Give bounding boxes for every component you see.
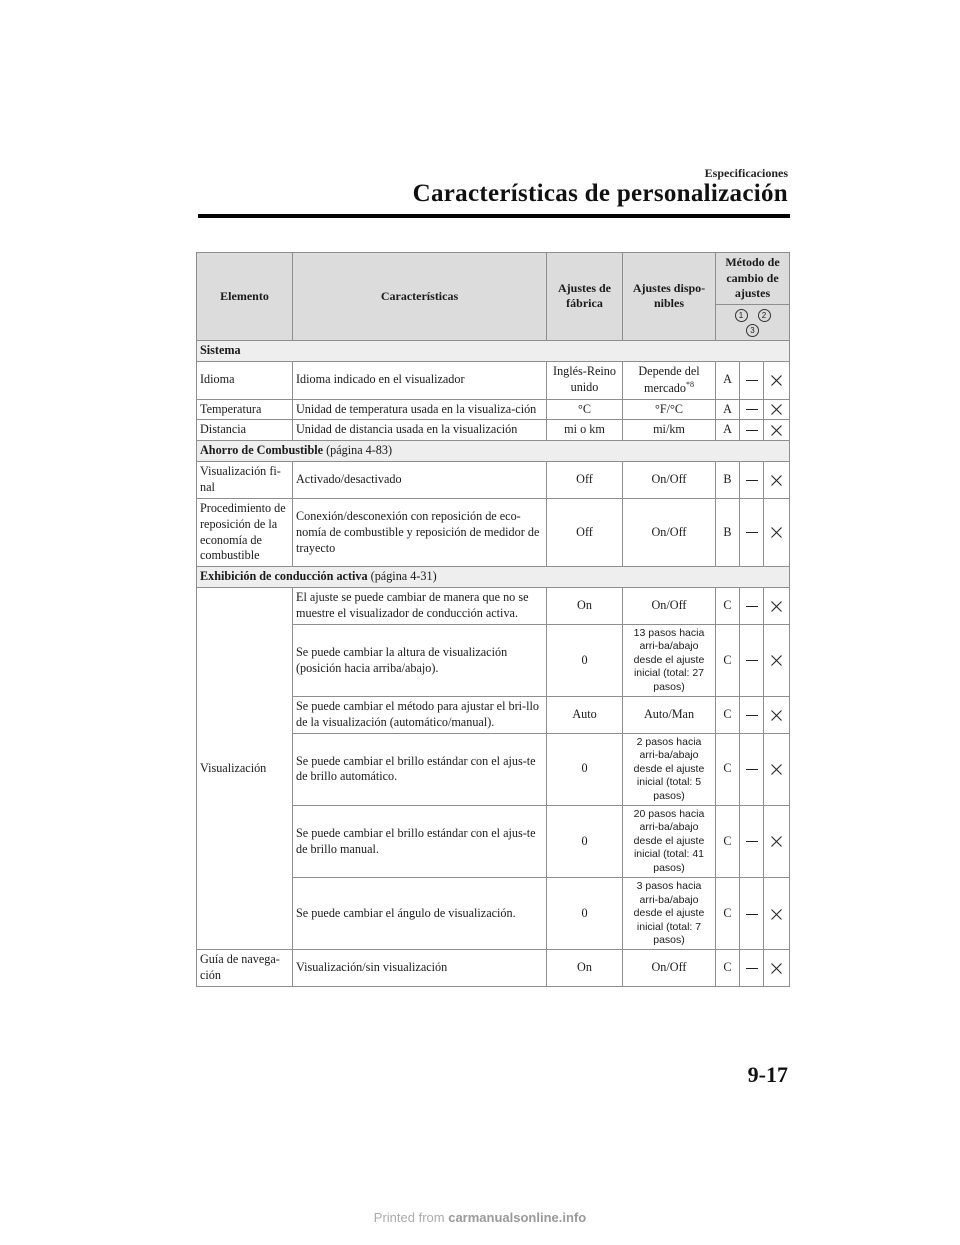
title-rule	[198, 214, 790, 218]
col-features-header: Características	[293, 253, 547, 341]
method-3-cell	[764, 733, 790, 805]
section-title: Sistema	[200, 342, 241, 357]
row-available-text: 20 pasos hacia arri-ba/abajo desde el ajuste inicial (total: 41 pasos)	[633, 808, 705, 874]
dash-mark	[746, 715, 758, 716]
not-applicable-icon	[771, 404, 782, 415]
row-item: Procedimiento de reposición de la economía de combustible	[197, 498, 293, 566]
row-available-text: °F/°C	[654, 401, 684, 416]
method-1-cell: A	[716, 361, 740, 399]
method-1-cell: C	[716, 733, 740, 805]
dash-mark	[746, 769, 758, 770]
method-2-cell	[740, 624, 764, 696]
not-applicable-icon	[771, 764, 782, 775]
row-available-text: On/Off	[651, 524, 687, 539]
row-factory: On	[547, 588, 623, 625]
dash-mark	[746, 380, 758, 381]
method-3-cell	[764, 806, 790, 878]
row-available-text: Auto/Man	[643, 707, 695, 722]
row-item: Distancia	[197, 420, 293, 441]
method-1-cell: A	[716, 420, 740, 441]
dash-mark	[746, 532, 758, 533]
footer-site: carmanualsonline.info	[448, 1210, 587, 1225]
row-available	[623, 697, 716, 734]
method-1-cell: C	[716, 878, 740, 950]
row-available	[623, 624, 716, 696]
footer	[0, 1210, 960, 1225]
page-title: Características de personalización	[412, 180, 788, 207]
row-available-text: Depende del mercado	[638, 363, 700, 395]
row-available	[623, 733, 716, 805]
row-factory: Off	[547, 462, 623, 499]
row-factory: Auto	[547, 697, 623, 734]
circled-2-icon: 2	[758, 309, 771, 322]
row-factory: On	[547, 950, 623, 987]
row-features: Activado/desactivado	[293, 462, 547, 499]
row-item: Idioma	[197, 361, 293, 399]
section-label: Especificaciones	[704, 166, 788, 180]
row-factory: Off	[547, 498, 623, 566]
table-header-row	[197, 253, 790, 305]
method-2-cell	[740, 361, 764, 399]
method-1-cell: A	[716, 399, 740, 420]
circled-3-icon: 3	[746, 324, 759, 337]
table-row	[197, 399, 790, 420]
method-number-icons	[716, 304, 790, 340]
method-3-cell	[764, 878, 790, 950]
row-features: Se puede cambiar el brillo estándar con el ajus-te de brillo automático.	[293, 733, 547, 805]
method-1-cell: C	[716, 950, 740, 987]
row-factory: mi o km	[547, 420, 623, 441]
method-1-cell: C	[716, 624, 740, 696]
row-available-text: On/Off	[651, 598, 687, 613]
not-applicable-icon	[771, 836, 782, 847]
dash-mark	[746, 968, 758, 969]
not-applicable-icon	[771, 425, 782, 436]
circled-1-icon: 1	[735, 309, 748, 322]
not-applicable-icon	[771, 710, 782, 721]
row-available	[623, 878, 716, 950]
not-applicable-icon	[771, 475, 782, 486]
method-2-cell	[740, 462, 764, 499]
row-factory: 0	[547, 624, 623, 696]
section-row	[197, 441, 790, 462]
table-row	[197, 588, 790, 625]
row-item: Visualización fi-nal	[197, 462, 293, 499]
footnote-mark: *8	[685, 379, 694, 389]
method-2-cell	[740, 399, 764, 420]
row-item: Temperatura	[197, 399, 293, 420]
not-applicable-icon	[771, 963, 782, 974]
row-available-text: On/Off	[651, 472, 687, 487]
row-features: Se puede cambiar el brillo estándar con el ajus-te de brillo manual.	[293, 806, 547, 878]
not-applicable-icon	[771, 655, 782, 666]
section-page-ref: (página 4-31)	[370, 569, 437, 584]
page-number: 9-17	[747, 1062, 788, 1087]
row-features: Se puede cambiar el método para ajustar el bri-llo de la visualización (automático/manual).	[293, 697, 547, 734]
dash-mark	[746, 660, 758, 661]
method-3-cell	[764, 624, 790, 696]
method-3-cell	[764, 588, 790, 625]
table-row	[197, 950, 790, 987]
row-available	[623, 806, 716, 878]
row-available-text: mi/km	[653, 422, 685, 437]
method-3-cell	[764, 361, 790, 399]
method-3-cell	[764, 462, 790, 499]
row-factory: 0	[547, 733, 623, 805]
section-row	[197, 567, 790, 588]
col-available-header: Ajustes dispo-nibles	[623, 253, 716, 341]
row-available-text: 2 pasos hacia arri-ba/abajo desde el ajuste inicial (total: 5 pasos)	[633, 735, 705, 802]
method-2-cell	[740, 420, 764, 441]
row-available-text: 3 pasos hacia arri-ba/abajo desde el ajuste inicial (total: 7 pasos)	[633, 880, 705, 946]
footer-prefix: Printed from	[373, 1210, 449, 1225]
row-available-text: 13 pasos hacia arri-ba/abajo desde el ajuste inicial (total: 27 pasos)	[633, 626, 705, 693]
method-1-cell: B	[716, 498, 740, 566]
method-3-cell	[764, 697, 790, 734]
section-title: Exhibición de conducción activa	[200, 569, 368, 584]
row-available	[623, 588, 716, 625]
method-2-cell	[740, 498, 764, 566]
row-features: Conexión/desconexión con reposición de eco-nomía de combustible y reposición de medidor de trayecto	[293, 498, 547, 566]
dash-mark	[746, 606, 758, 607]
dash-mark	[746, 914, 758, 915]
method-2-cell	[740, 806, 764, 878]
method-3-cell	[764, 950, 790, 987]
col-item-header: Elemento	[197, 253, 293, 341]
row-available	[623, 950, 716, 987]
row-factory: Inglés-Reino unido	[547, 361, 623, 399]
customization-table	[196, 252, 790, 987]
dash-mark	[746, 480, 758, 481]
method-3-cell	[764, 420, 790, 441]
row-factory: 0	[547, 878, 623, 950]
row-features: Idioma indicado en el visualizador	[293, 361, 547, 399]
table-row	[197, 420, 790, 441]
method-2-cell	[740, 697, 764, 734]
method-2-cell	[740, 733, 764, 805]
col-factory-header: Ajustes de fábrica	[547, 253, 623, 341]
row-available	[623, 462, 716, 499]
row-item: Visualización	[197, 588, 293, 950]
col-method-header: Método de cambio de ajustes	[716, 253, 790, 305]
row-features: Se puede cambiar la altura de visualización (posición hacia arriba/abajo).	[293, 624, 547, 696]
not-applicable-icon	[771, 601, 782, 612]
table-row	[197, 361, 790, 399]
row-features: Visualización/sin visualización	[293, 950, 547, 987]
not-applicable-icon	[771, 375, 782, 386]
row-available	[623, 498, 716, 566]
row-features: Unidad de distancia usada en la visualización	[293, 420, 547, 441]
not-applicable-icon	[771, 909, 782, 920]
method-2-cell	[740, 950, 764, 987]
row-factory: 0	[547, 806, 623, 878]
row-features: Unidad de temperatura usada en la visualiza-ción	[293, 399, 547, 420]
section-title: Ahorro de Combustible	[200, 443, 324, 458]
row-features: Se puede cambiar el ángulo de visualización.	[293, 878, 547, 950]
row-item: Guía de navega-ción	[197, 950, 293, 987]
method-1-cell: C	[716, 588, 740, 625]
row-available	[623, 399, 716, 420]
method-2-cell	[740, 878, 764, 950]
not-applicable-icon	[771, 527, 782, 538]
row-available	[623, 361, 716, 399]
dash-mark	[746, 409, 758, 410]
method-1-cell: C	[716, 806, 740, 878]
section-row	[197, 340, 790, 361]
method-2-cell	[740, 588, 764, 625]
method-3-cell	[764, 399, 790, 420]
table-row	[197, 498, 790, 566]
row-factory: °C	[547, 399, 623, 420]
dash-mark	[746, 430, 758, 431]
row-available-text: On/Off	[651, 960, 687, 975]
dash-mark	[746, 841, 758, 842]
row-available	[623, 420, 716, 441]
table-row	[197, 462, 790, 499]
method-1-cell: C	[716, 697, 740, 734]
row-features: El ajuste se puede cambiar de manera que no se muestre el visualizador de conducción activa.	[293, 588, 547, 625]
section-page-ref: (página 4-83)	[326, 443, 393, 458]
method-3-cell	[764, 498, 790, 566]
method-1-cell: B	[716, 462, 740, 499]
